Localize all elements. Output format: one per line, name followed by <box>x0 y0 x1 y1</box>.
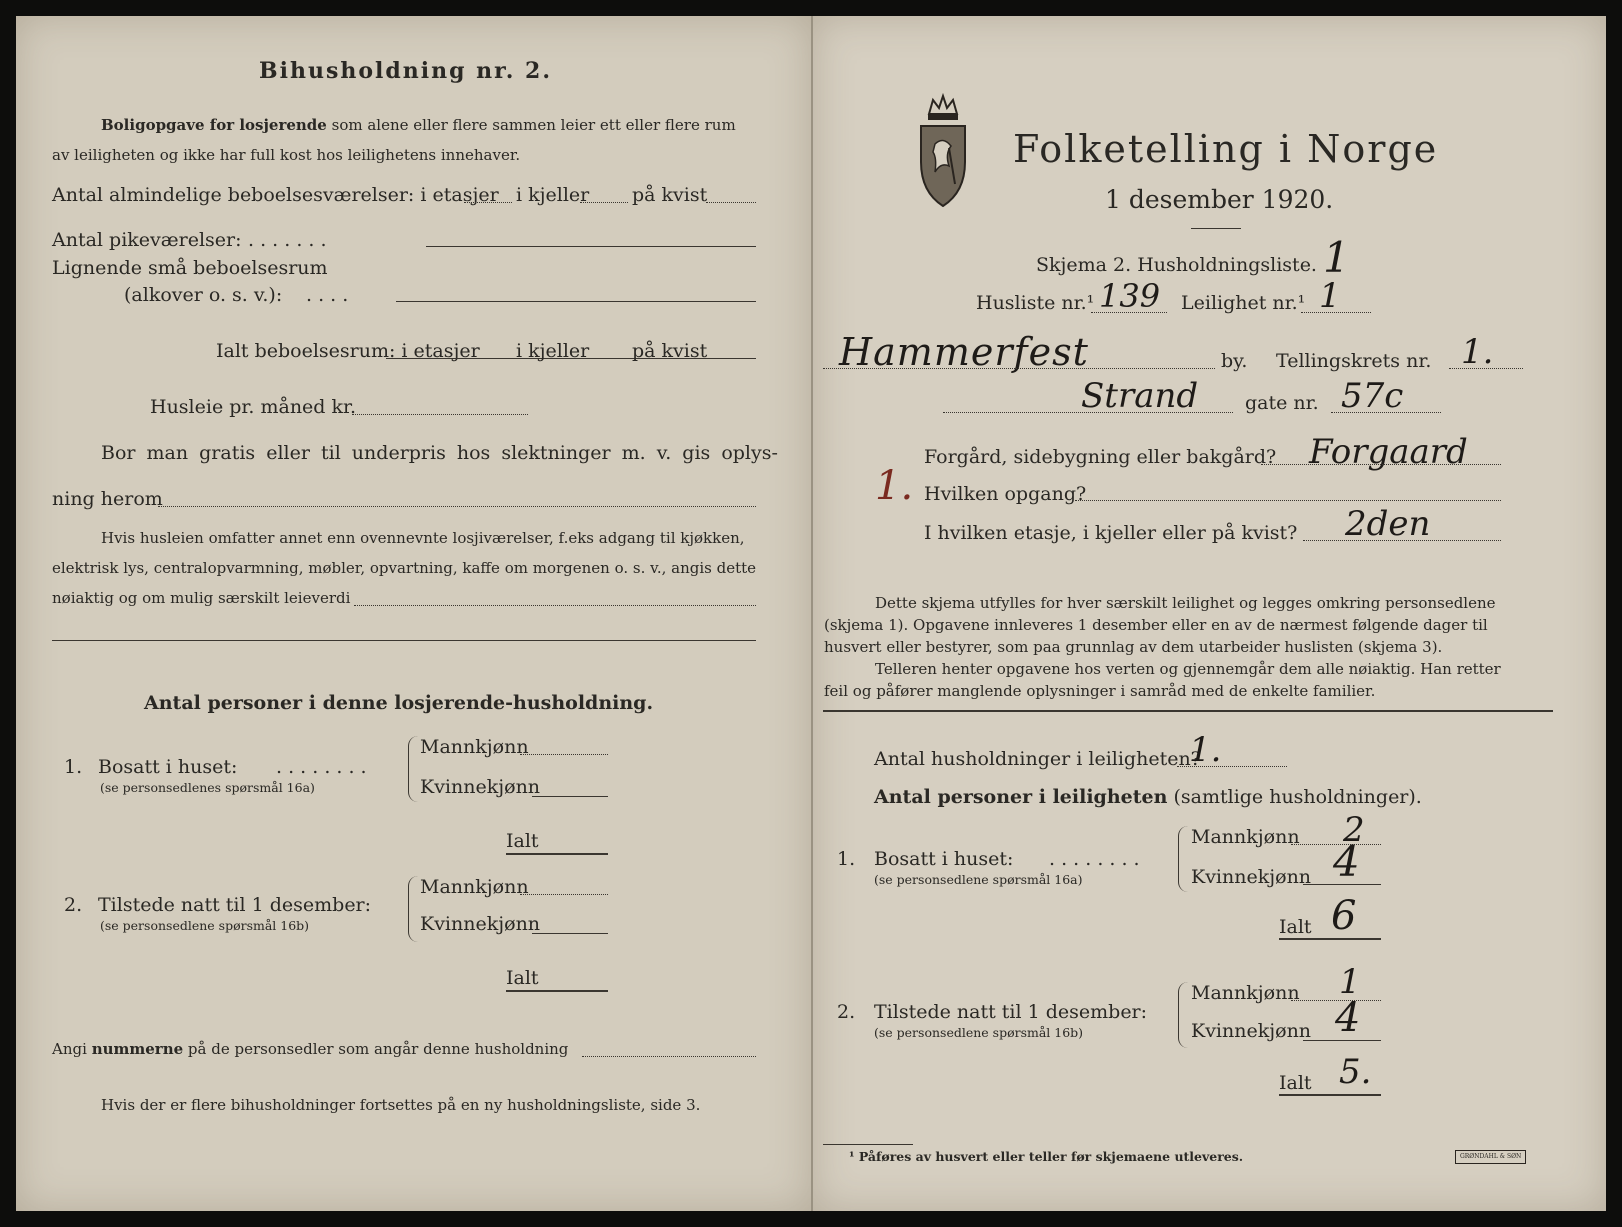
angi-rest: på de personsedler som angår denne husholdning <box>187 1040 569 1058</box>
hvis-line-1: Hvis husleien omfatter annet enn ovennevnte losjiværelser, f.eks adgang til kjøkken, <box>101 529 745 547</box>
left-q1-num: 1. <box>64 756 83 778</box>
ialt-kvist-label: på kvist <box>632 340 708 362</box>
right-q1-kvinne-label: Kvinnekjønn <box>1191 866 1312 888</box>
left-q1-mann-label: Mannkjønn <box>420 736 529 758</box>
rooms-label: Antal almindelige beboelsesværelser: i etasjer <box>52 184 499 206</box>
left-q1-mann-field <box>520 754 608 755</box>
persons-heading-bold: Antal personer i leiligheten <box>874 786 1168 808</box>
left-q1-label: Bosatt i huset: <box>98 756 238 778</box>
right-q1-num: 1. <box>837 848 856 870</box>
right-q2-num: 2. <box>837 1001 856 1023</box>
right-q2-brace <box>1178 982 1189 1048</box>
right-q1-ialt-label: Ialt <box>1279 916 1312 938</box>
pike-label: Antal pikeværelser: <box>52 229 242 251</box>
right-q1-mann-label: Mannkjønn <box>1191 826 1300 848</box>
census-date: 1 desember 1920. <box>1105 185 1334 214</box>
gate-label: gate nr. <box>1245 392 1319 414</box>
husholdninger-value: 1. <box>1189 730 1222 770</box>
etasje-label: I hvilken etasje, i kjeller eller på kvist? <box>924 522 1298 544</box>
rooms-kvist-label: på kvist <box>632 184 708 206</box>
skjema-label: Skjema 2. Husholdningsliste. <box>1036 254 1317 276</box>
left-q1-brace <box>408 736 419 802</box>
by-field <box>823 368 1215 369</box>
angi-field <box>582 1056 756 1057</box>
husliste-label: Husliste nr.¹ <box>976 292 1095 314</box>
left-title: Bihusholdning nr. 2. <box>259 58 552 84</box>
left-q2-mann-label: Mannkjønn <box>420 876 529 898</box>
rooms-kjeller-label: i kjeller <box>516 184 590 206</box>
by-label: by. <box>1221 350 1248 372</box>
gate-nr-value: 57c <box>1341 376 1404 416</box>
info-line-2: (skjema 1). Opgavene innleveres 1 desember eller en av de nærmest følgende dager til <box>824 616 1488 634</box>
left-q2-brace <box>408 876 419 942</box>
husleie-label: Husleie pr. måned kr. <box>150 396 357 418</box>
left-q2-kvinne-field <box>532 933 608 934</box>
gate-field <box>943 412 1233 413</box>
right-q2-mann-value: 1 <box>1339 962 1361 1002</box>
right-q2-ialt-field <box>1279 1094 1381 1096</box>
left-q1-dots: . . . . . . . . <box>276 756 367 778</box>
info-line-3: husvert eller bestyrer, som paa grunnlag av dem utarbeider huslisten (skjema 3). <box>824 638 1443 656</box>
info-rule <box>823 710 1553 712</box>
husleie-field <box>352 414 528 415</box>
leilighet-nr: 1 <box>1319 276 1341 316</box>
pike-dots: . . . . . . . <box>248 229 327 251</box>
right-q2-kvinne-field <box>1303 1040 1381 1041</box>
opgang-mark: 1. <box>875 463 914 509</box>
gate-value: Strand <box>1081 376 1199 416</box>
tellingskrets-label: Tellingskrets nr. <box>1276 350 1432 372</box>
pike-field <box>426 246 756 247</box>
intro-line-2: av leiligheten og ikke har full kost hos leilighetens innehaver. <box>52 146 521 164</box>
forgard-field <box>1261 464 1501 465</box>
left-q2-ialt-field <box>506 990 608 992</box>
forgard-label: Forgård, sidebygning eller bakgård? <box>924 446 1277 468</box>
right-q1-brace <box>1178 826 1189 892</box>
hvis-field-2 <box>52 640 756 641</box>
right-q1-dots: . . . . . . . . <box>1049 848 1140 870</box>
left-q2-ialt-label: Ialt <box>506 967 539 989</box>
footnote-rule <box>823 1144 913 1145</box>
intro-rest: som alene eller flere sammen leier ett eller flere rum <box>331 116 736 134</box>
left-q2-mann-field <box>520 894 608 895</box>
right-persons-heading <box>874 786 1422 808</box>
lignende-label-1: Lignende små beboelsesrum <box>52 257 328 279</box>
right-q2-kvinne-value: 4 <box>1335 995 1361 1041</box>
left-q2-kvinne-label: Kvinnekjønn <box>420 913 541 935</box>
left-persons-heading: Antal personer i denne losjerende-husholdning. <box>144 692 654 714</box>
left-q2-num: 2. <box>64 894 83 916</box>
right-q1-mann-value: 2 <box>1343 810 1365 850</box>
lignende-field <box>396 301 756 302</box>
intro-line-1 <box>101 116 736 134</box>
info-line-1: Dette skjema utfylles for hver særskilt leilighet og legges omkring personsedlene <box>875 594 1496 612</box>
right-q2-ialt-label: Ialt <box>1279 1072 1312 1094</box>
hvis-line-3: nøiaktig og om mulig særskilt leieverdi <box>52 589 351 607</box>
rooms-etasjer-field <box>464 202 512 203</box>
tellingskrets-field <box>1449 368 1523 369</box>
footnote: ¹ Påføres av husvert eller teller før skjemaene utleveres. <box>849 1149 1244 1164</box>
rooms-kvist-field <box>706 202 756 203</box>
info-line-4: Telleren henter opgavene hos verten og gjennemgår dem alle nøiaktig. Han retter <box>875 660 1501 678</box>
right-q1-kvinne-value: 4 <box>1333 837 1360 886</box>
right-q2-sub: (se personsedlene spørsmål 16b) <box>874 1025 1084 1040</box>
husliste-field <box>1091 312 1167 313</box>
etasje-field <box>1303 540 1501 541</box>
bor-line-2: ning herom <box>52 488 163 510</box>
right-q2-label: Tilstede natt til 1 desember: <box>874 1001 1148 1023</box>
left-page-bihusholdning <box>16 16 811 1211</box>
hvis-line-2: elektrisk lys, centralopvarmning, møbler, opvartning, kaffe om morgenen o. s. v., angis dette <box>52 559 757 577</box>
leilighet-field <box>1301 312 1371 313</box>
right-q1-label: Bosatt i huset: <box>874 848 1014 870</box>
right-title: Folketelling i Norge <box>1013 127 1439 171</box>
right-q2-mann-label: Mannkjønn <box>1191 982 1300 1004</box>
coat-of-arms-icon <box>915 92 971 210</box>
rooms-kjeller-field <box>580 202 628 203</box>
lignende-label-2: (alkover o. s. v.): <box>124 284 283 306</box>
lignende-dots: . . . . <box>306 284 349 306</box>
left-q1-sub: (se personsedlenes spørsmål 16a) <box>100 780 315 795</box>
husholdninger-field <box>1177 766 1287 767</box>
info-line-5: feil og påfører manglende oplysninger i samråd med de enkelte familier. <box>824 682 1376 700</box>
forgard-value: Forgaard <box>1309 432 1468 472</box>
title-rule <box>1191 228 1241 229</box>
left-q1-kvinne-label: Kvinnekjønn <box>420 776 541 798</box>
right-q2-ialt-value: 5. <box>1339 1052 1372 1092</box>
husholdninger-label: Antal husholdninger i leiligheten? <box>874 748 1201 770</box>
right-q1-ialt-field <box>1279 938 1381 940</box>
bor-field <box>158 506 756 507</box>
by-value: Hammerfest <box>839 330 1089 374</box>
left-q2-label: Tilstede natt til 1 desember: <box>98 894 372 916</box>
skjema-mark: 1 <box>1323 233 1350 282</box>
left-footer: Hvis der er flere bihusholdninger fortsettes på en ny husholdningsliste, side 3. <box>101 1096 701 1114</box>
tellingskrets-value: 1. <box>1461 332 1494 372</box>
angi-pre: Angi <box>52 1040 87 1058</box>
angi-bold: nummerne <box>91 1040 184 1058</box>
husliste-nr: 139 <box>1099 277 1161 315</box>
right-q1-kvinne-field <box>1303 884 1381 885</box>
ialt-rooms-label: Ialt beboelsesrum: i etasjer <box>216 340 480 362</box>
right-page-husholdningsliste <box>813 16 1606 1211</box>
opgang-field <box>1075 500 1501 501</box>
left-q1-ialt-label: Ialt <box>506 830 539 852</box>
leilighet-label: Leilighet nr.¹ <box>1181 292 1306 314</box>
angi-line <box>52 1040 568 1058</box>
etasje-value: 2den <box>1345 504 1431 544</box>
intro-bold: Boligopgave for losjerende <box>101 116 327 134</box>
hvis-field <box>354 605 756 606</box>
right-q1-ialt-value: 6 <box>1331 893 1357 939</box>
printer-stamp: GRØNDAHL & SØN <box>1455 1150 1526 1164</box>
left-q1-kvinne-field <box>532 796 608 797</box>
left-q2-sub: (se personsedlene spørsmål 16b) <box>100 918 310 933</box>
ialt-kjeller-label: i kjeller <box>516 340 590 362</box>
bor-line-1: Bor man gratis eller til underpris hos slektninger m. v. gis oplys- <box>101 442 778 464</box>
opgang-label: Hvilken opgang? <box>924 483 1087 505</box>
left-q1-ialt-field <box>506 853 608 855</box>
gate-nr-field <box>1331 412 1441 413</box>
right-q2-kvinne-label: Kvinnekjønn <box>1191 1020 1312 1042</box>
right-q1-sub: (se personsedlene spørsmål 16a) <box>874 872 1083 887</box>
persons-heading-rest: (samtlige husholdninger). <box>1173 786 1422 808</box>
